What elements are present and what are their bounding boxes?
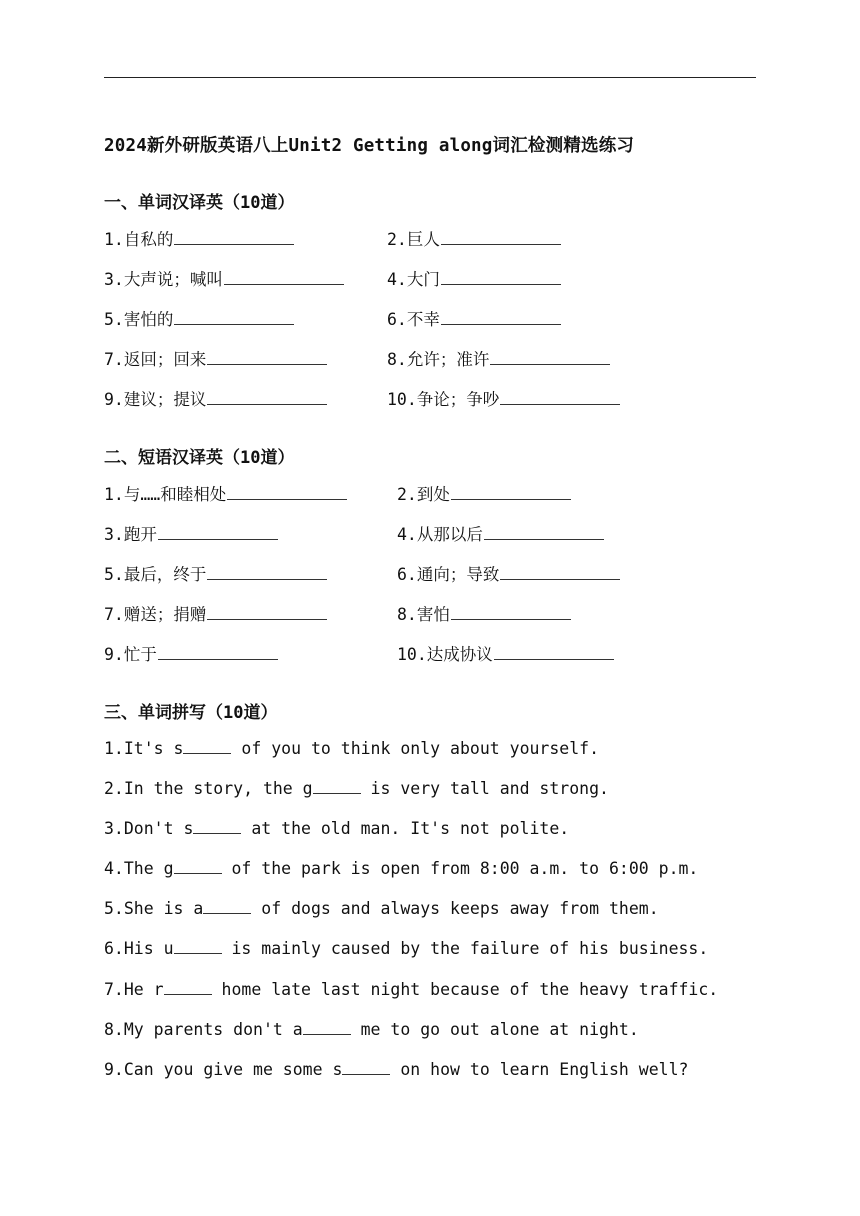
list-item: [104, 523, 278, 546]
sentence-start: 6.His u: [104, 939, 174, 958]
item-label: 7.赠送；捐赠: [104, 605, 207, 624]
sentence-end: of dogs and always keeps away from them.: [251, 899, 659, 918]
item-label: 6.通向；导致: [397, 565, 500, 584]
list-item: [397, 483, 571, 506]
list-item: [104, 348, 327, 371]
list-item: [397, 603, 571, 626]
list-item: [387, 388, 620, 411]
sentence-start: 8.My parents don't a: [104, 1020, 303, 1039]
section-heading-1: 一、单词汉译英（10道）: [104, 193, 295, 213]
list-item: [104, 938, 708, 960]
list-item: [104, 268, 344, 291]
answer-blank[interactable]: [441, 228, 561, 245]
section-heading-3: 三、单词拼写（10道）: [104, 703, 278, 723]
item-label: 1.自私的: [104, 230, 174, 249]
item-label: 8.允许；准许: [387, 350, 490, 369]
answer-blank[interactable]: [207, 388, 327, 405]
sentence-end: of the park is open from 8:00 a.m. to 6:00 p.m.: [221, 859, 699, 878]
item-label: 5.最后，终于: [104, 565, 207, 584]
answer-blank[interactable]: [484, 523, 604, 540]
sentence-end: at the old man. It's not polite.: [241, 819, 570, 838]
sentence-start: 3.Don't s: [104, 819, 194, 838]
list-item: [104, 228, 294, 251]
item-label: 6.不幸: [387, 310, 440, 329]
item-label: 4.大门: [387, 270, 440, 289]
answer-blank[interactable]: [227, 483, 347, 500]
answer-blank[interactable]: [158, 523, 278, 540]
item-label: 4.从那以后: [397, 525, 483, 544]
list-item: [397, 643, 614, 666]
answer-blank[interactable]: [207, 603, 327, 620]
item-label: 10.争论；争吵: [387, 390, 500, 409]
answer-blank[interactable]: [303, 1020, 351, 1035]
answer-blank[interactable]: [490, 348, 610, 365]
answer-blank[interactable]: [441, 268, 561, 285]
item-label: 2.到处: [397, 485, 450, 504]
sentence-end: is very tall and strong.: [360, 779, 609, 798]
list-item: [104, 643, 278, 666]
list-item: [104, 603, 327, 626]
item-label: 5.害怕的: [104, 310, 174, 329]
sentence-start: 7.He r: [104, 980, 164, 999]
list-item: [104, 563, 327, 586]
list-item: [104, 388, 327, 411]
sentence-end: home late last night because of the heavy traffic.: [211, 980, 719, 999]
page-title: 2024新外研版英语八上Unit2 Getting along词汇检测精选练习: [104, 136, 635, 156]
list-item: [387, 228, 561, 251]
answer-blank[interactable]: [441, 308, 561, 325]
item-label: 9.建议；提议: [104, 390, 207, 409]
sentence-start: 2.In the story, the g: [104, 779, 313, 798]
answer-blank[interactable]: [451, 603, 571, 620]
list-item: [104, 818, 569, 840]
answer-blank[interactable]: [183, 739, 231, 754]
sentence-start: 9.Can you give me some s: [104, 1060, 343, 1079]
answer-blank[interactable]: [342, 1060, 390, 1075]
sentence-start: 5.She is a: [104, 899, 204, 918]
sentence-end: on how to learn English well?: [390, 1060, 689, 1079]
list-item: [104, 979, 718, 1001]
list-item: [104, 308, 294, 331]
header-rule: [104, 77, 756, 78]
item-label: 7.返回；回来: [104, 350, 207, 369]
answer-blank[interactable]: [500, 563, 620, 580]
item-label: 10.达成协议: [397, 645, 493, 664]
list-item: [104, 898, 659, 920]
answer-blank[interactable]: [174, 939, 222, 954]
list-item: [397, 563, 620, 586]
list-item: [387, 268, 561, 291]
answer-blank[interactable]: [224, 268, 344, 285]
answer-blank[interactable]: [451, 483, 571, 500]
section-heading-2: 二、短语汉译英（10道）: [104, 448, 295, 468]
answer-blank[interactable]: [203, 899, 251, 914]
sentence-end: is mainly caused by the failure of his business.: [221, 939, 709, 958]
list-item: [104, 1059, 688, 1081]
answer-blank[interactable]: [158, 643, 278, 660]
sentence-end: me to go out alone at night.: [350, 1020, 639, 1039]
sentence-start: 1.It's s: [104, 739, 184, 758]
list-item: [397, 523, 604, 546]
answer-blank[interactable]: [164, 980, 212, 995]
list-item: [104, 858, 698, 880]
item-label: 8.害怕: [397, 605, 450, 624]
answer-blank[interactable]: [207, 563, 327, 580]
answer-blank[interactable]: [207, 348, 327, 365]
sentence-end: of you to think only about yourself.: [231, 739, 600, 758]
item-label: 2.巨人: [387, 230, 440, 249]
item-label: 3.大声说；喊叫: [104, 270, 223, 289]
answer-blank[interactable]: [500, 388, 620, 405]
answer-blank[interactable]: [174, 228, 294, 245]
answer-blank[interactable]: [193, 819, 241, 834]
list-item: [387, 308, 561, 331]
item-label: 3.跑开: [104, 525, 157, 544]
sentence-start: 4.The g: [104, 859, 174, 878]
list-item: [104, 778, 609, 800]
answer-blank[interactable]: [174, 859, 222, 874]
item-label: 9.忙于: [104, 645, 157, 664]
answer-blank[interactable]: [494, 643, 614, 660]
list-item: [104, 1019, 639, 1041]
answer-blank[interactable]: [174, 308, 294, 325]
answer-blank[interactable]: [313, 779, 361, 794]
list-item: [104, 483, 347, 506]
list-item: [387, 348, 610, 371]
list-item: [104, 738, 599, 760]
item-label: 1.与……和睦相处: [104, 485, 227, 504]
